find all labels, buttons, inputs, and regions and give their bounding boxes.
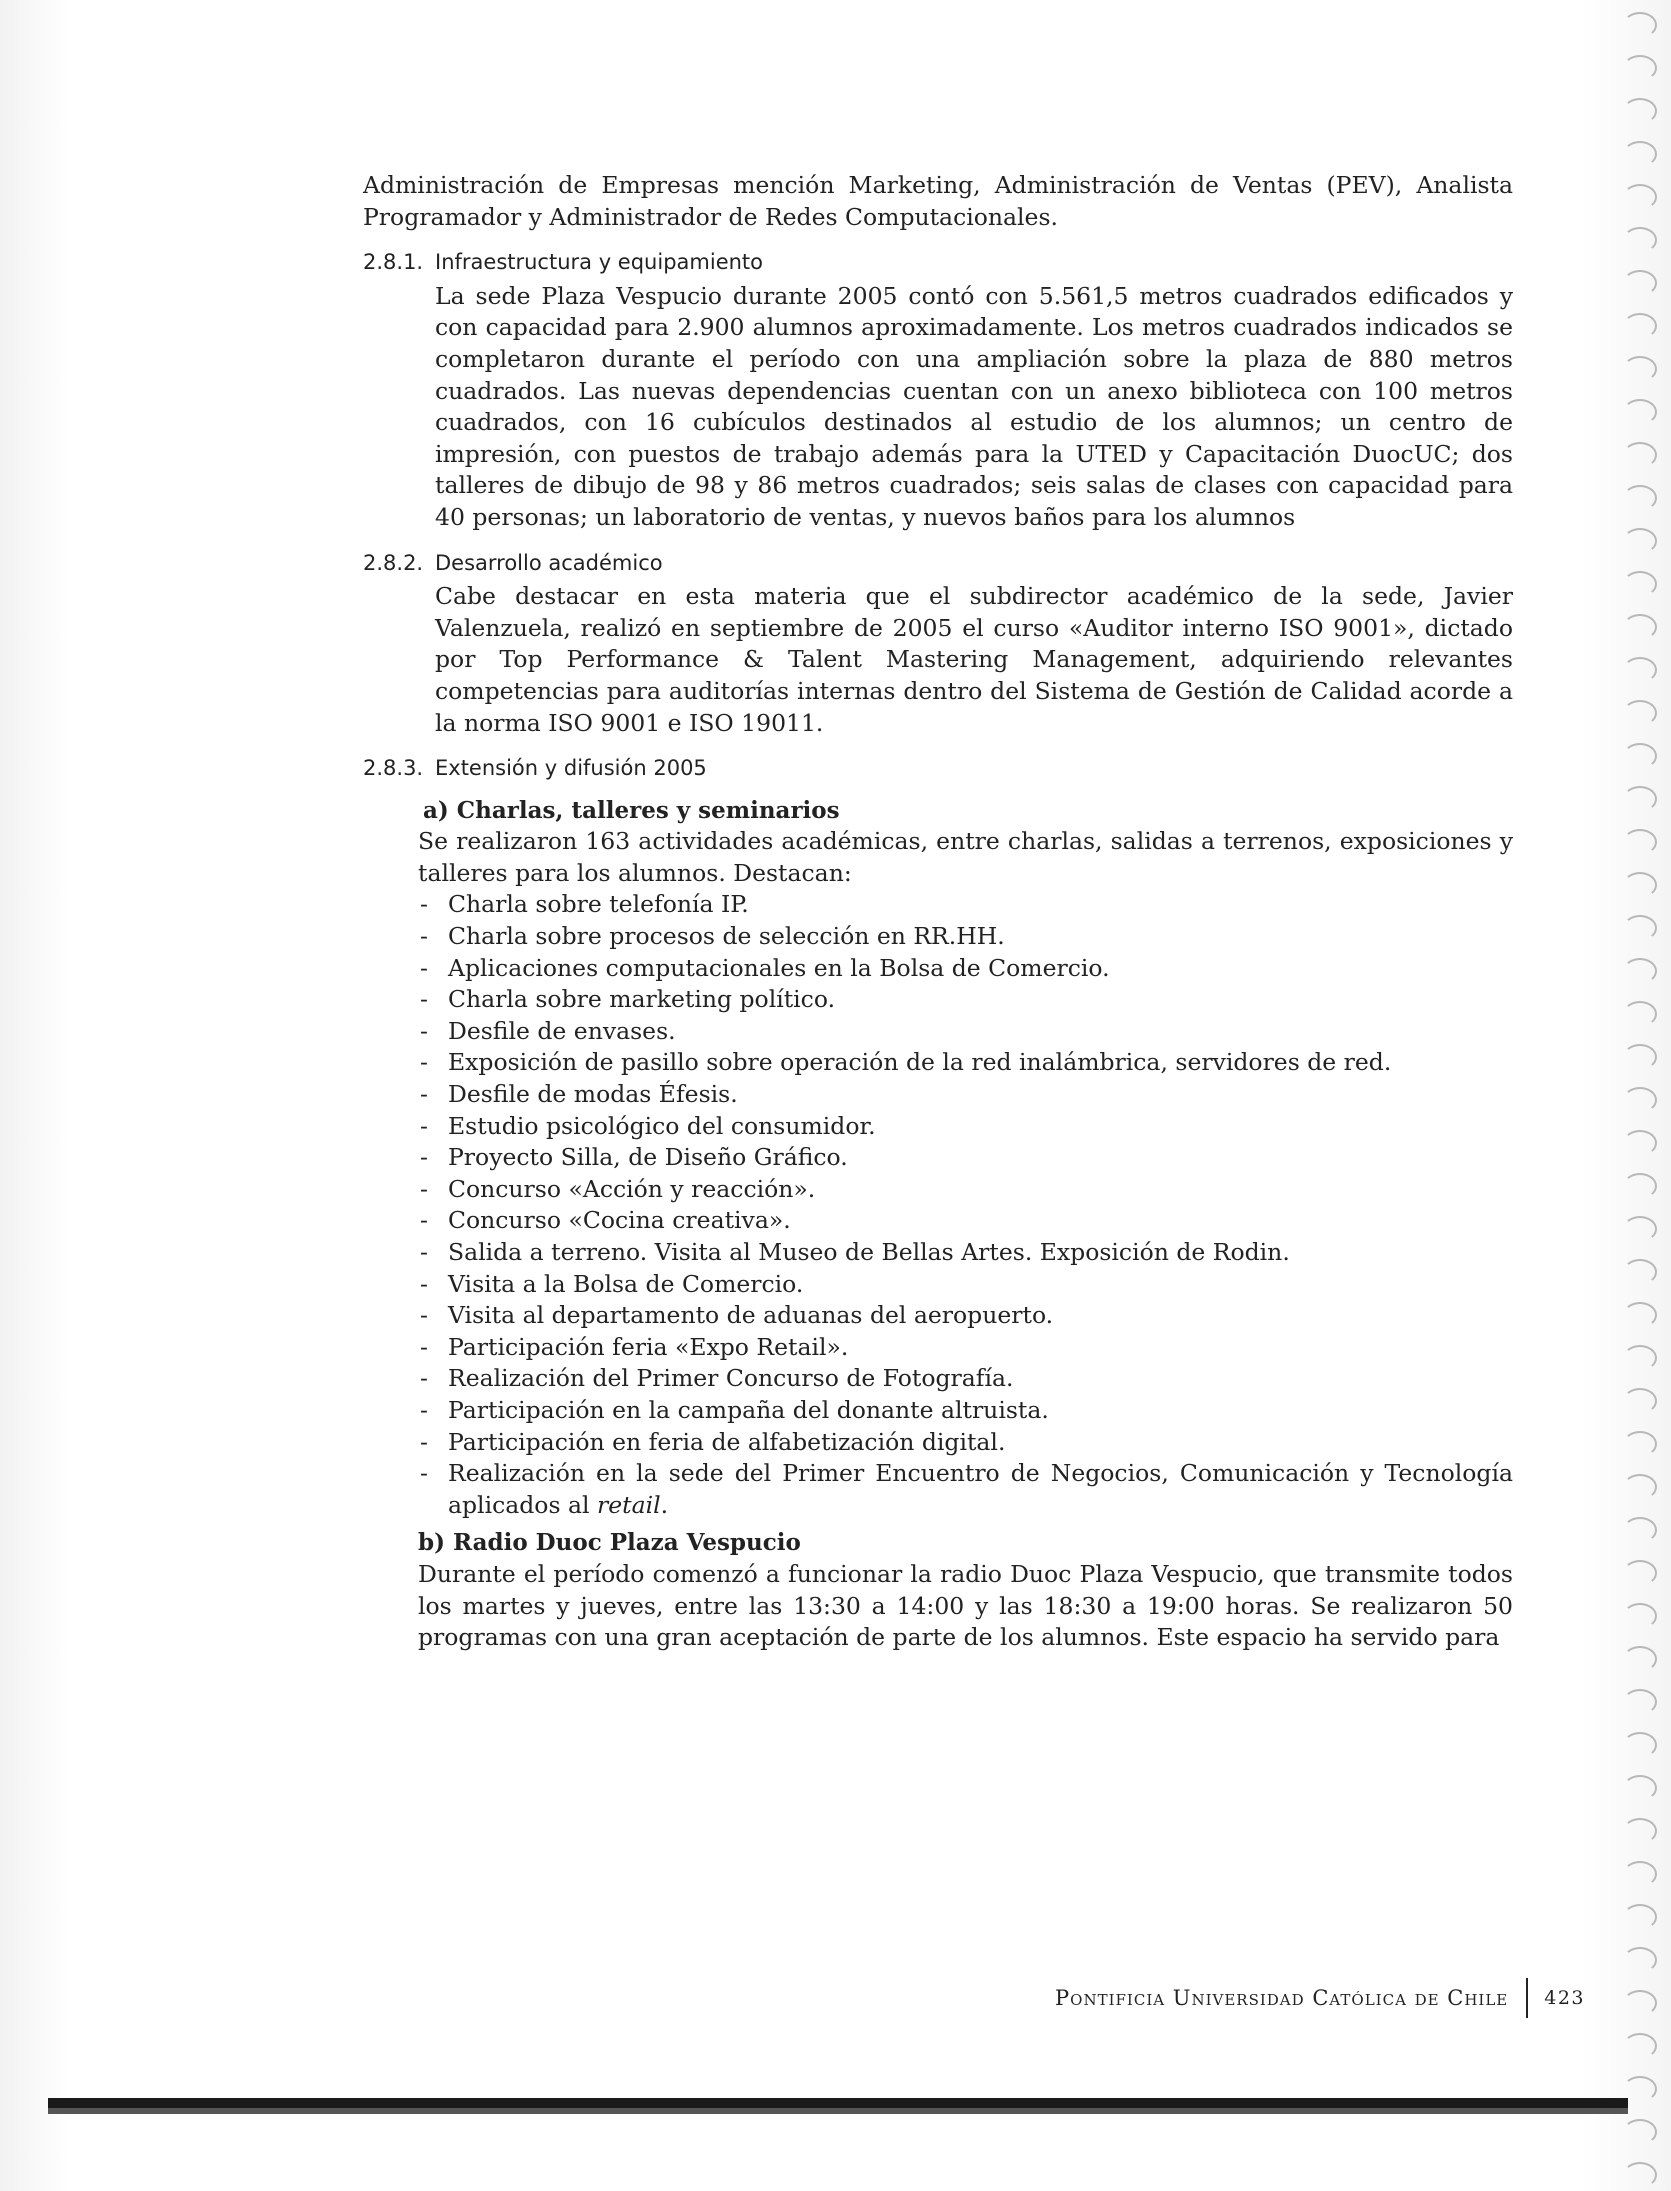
binding-ring (1623, 55, 1657, 81)
binding-ring (1623, 1990, 1657, 2016)
binding-ring (1623, 1775, 1657, 1801)
binding-ring (1623, 528, 1657, 554)
subsection-b-title: b) Radio Duoc Plaza Vespucio (418, 1529, 801, 1557)
binding-ring (1623, 614, 1657, 640)
binding-ring (1623, 1560, 1657, 1586)
bottom-rule (48, 2098, 1628, 2108)
list-item: - Estudio psicológico del consumidor. (418, 1111, 1513, 1143)
list-item: - Visita a la Bolsa de Comercio. (418, 1269, 1513, 1301)
binding-ring (1623, 1732, 1657, 1758)
binding-ring (1623, 1259, 1657, 1285)
binding-ring (1623, 1001, 1657, 1027)
list-item: - Visita al departamento de aduanas del aeropuerto. (418, 1300, 1513, 1332)
binding-ring (1623, 270, 1657, 296)
section-number: 2.8.3. (363, 756, 424, 781)
intro-paragraph: Administración de Empresas mención Marketing, Administración de Ventas (PEV), Analista Programador y Administrador de Redes Computacionales. (363, 171, 1513, 231)
subsection-a-intro: Se realizaron 163 actividades académicas, entre charlas, salidas a terrenos, exposiciones y talleres para los alumnos. Destacan: (418, 827, 1513, 887)
binding-ring (1623, 227, 1657, 253)
section-title: Infraestructura y equipamiento (435, 250, 764, 275)
section-number: 2.8.1. (363, 250, 424, 275)
page-content (363, 170, 1513, 1654)
list-item-last (418, 1458, 1513, 1521)
binding-ring (1623, 141, 1657, 167)
binding-ring (1623, 184, 1657, 210)
binding-ring (1623, 2162, 1657, 2188)
list-item: - Desfile de envases. (418, 1016, 1513, 1048)
list-item: - Concurso «Cocina creativa». (418, 1205, 1513, 1237)
binding-ring (1623, 399, 1657, 425)
list-item: - Charla sobre procesos de selección en RR.HH. (418, 921, 1513, 953)
binding-ring (1623, 2033, 1657, 2059)
binding-ring (1623, 872, 1657, 898)
binding-ring (1623, 571, 1657, 597)
page-number: 423 (1544, 1987, 1585, 2009)
binding-ring (1623, 915, 1657, 941)
list-item: - Proyecto Silla, de Diseño Gráfico. (418, 1142, 1513, 1174)
section-number: 2.8.2. (363, 550, 424, 575)
binding-ring (1623, 1818, 1657, 1844)
subsection-a-title: a) Charlas, talleres y seminarios (423, 796, 840, 824)
list-item: - Desfile de modas Éfesis. (418, 1079, 1513, 1111)
list-item: - Realización del Primer Concurso de Fotografía. (418, 1363, 1513, 1395)
binding-ring (1623, 1474, 1657, 1500)
binding-ring (1623, 1517, 1657, 1543)
binding-ring (1623, 1603, 1657, 1629)
section-body-desarrollo: Cabe destacar en esta materia que el subdirector académico de la sede, Javier Valenzuela, realizó en septiembre de 2005 el curso «Auditor interno ISO 9001», dictado por Top Performance & Talent Mastering Management, adquiriendo relevantes competencias para auditorías internas dentro del Sistema de Gestión de Calidad acorde a la norma ISO 9001 e ISO 19011. (435, 582, 1513, 737)
section-body-infraestructura: La sede Plaza Vespucio durante 2005 contó con 5.561,5 metros cuadrados edificados y con capacidad para 2.900 alumnos aproximadamente. Los metros cuadrados indicados se completaron durante el período con una ampliación sobre la plaza de 880 metros cuadrados. Las nuevas dependencias cuentan con un anexo biblioteca con 100 metros cuadrados, con 16 cubículos destinados al estudio de los alumnos; un centro de impresión, con puestos de trabajo además para la UTED y Capacitación DuocUC; dos talleres de dibujo de 98 y 86 metros cuadrados; seis salas de clases con capacidad para 40 personas; un laboratorio de ventas, y nuevos baños para los alumnos (435, 281, 1513, 531)
list-item: - Exposición de pasillo sobre operación de la red inalámbrica, servidores de red. (418, 1047, 1513, 1079)
binding-ring (1623, 2119, 1657, 2145)
binding-ring (1623, 12, 1657, 38)
binding-ring (1623, 1302, 1657, 1328)
binding-ring (1623, 485, 1657, 511)
binding-ring (1623, 1904, 1657, 1930)
binding-ring (1623, 1044, 1657, 1070)
list-item: - Aplicaciones computacionales en la Bolsa de Comercio. (418, 953, 1513, 985)
binding-ring (1623, 1087, 1657, 1113)
last-item-text: Realización en la sede del Primer Encuentro de Negocios, Comunicación y Tecnología aplicados al (448, 1459, 1513, 1519)
list-item: - Participación feria «Expo Retail». (418, 1332, 1513, 1364)
activities-list (418, 889, 1513, 1521)
binding-ring (1623, 786, 1657, 812)
list-item: - Concurso «Acción y reacción». (418, 1174, 1513, 1206)
section-heading-desarrollo (363, 548, 1513, 580)
section-title: Extensión y difusión 2005 (435, 756, 707, 781)
binding-ring (1623, 1646, 1657, 1672)
binding-ring (1623, 1431, 1657, 1457)
binding-ring (1623, 313, 1657, 339)
list-item: - Charla sobre marketing político. (418, 984, 1513, 1016)
binding-ring (1623, 1173, 1657, 1199)
binding-ring (1623, 657, 1657, 683)
section-title: Desarrollo académico (435, 550, 663, 575)
binding-ring (1623, 1689, 1657, 1715)
section-heading-extension (363, 753, 1513, 785)
binding-ring (1623, 958, 1657, 984)
list-item: - Charla sobre telefonía IP. (418, 889, 1513, 921)
binding-ring (1623, 2076, 1657, 2102)
binding-ring (1623, 1388, 1657, 1414)
binding-ring (1623, 356, 1657, 382)
subsection-b-body: Durante el período comenzó a funcionar la radio Duoc Plaza Vespucio, que transmite todos los martes y jueves, entre las 13:30 a 14:00 y las 18:30 a 19:00 horas. Se realizaron 50 programas con una gran aceptación de parte de los alumnos. Este espacio ha servido para (418, 1559, 1513, 1652)
list-item: - Participación en feria de alfabetización digital. (418, 1427, 1513, 1459)
last-item-suffix: . (660, 1490, 669, 1519)
bottom-rule-shadow (48, 2108, 1628, 2114)
binding-ring (1623, 1345, 1657, 1371)
binding-ring (1623, 1947, 1657, 1973)
spiral-binding (1617, 0, 1663, 2191)
last-item-italic: retail (596, 1490, 661, 1519)
page-footer (1045, 1978, 1585, 2018)
footer-divider (1526, 1978, 1528, 2018)
binding-ring (1623, 829, 1657, 855)
binding-ring (1623, 442, 1657, 468)
section-heading-infraestructura (363, 247, 1513, 279)
footer-organization: Pontificia Universidad Católica de Chile (1055, 1986, 1509, 2010)
list-item: - Salida a terreno. Visita al Museo de Bellas Artes. Exposición de Rodin. (418, 1237, 1513, 1269)
binding-ring (1623, 1216, 1657, 1242)
binding-ring (1623, 743, 1657, 769)
binding-ring (1623, 1130, 1657, 1156)
binding-ring (1623, 98, 1657, 124)
binding-ring (1623, 700, 1657, 726)
binding-ring (1623, 1861, 1657, 1887)
list-item: - Participación en la campaña del donante altruista. (418, 1395, 1513, 1427)
